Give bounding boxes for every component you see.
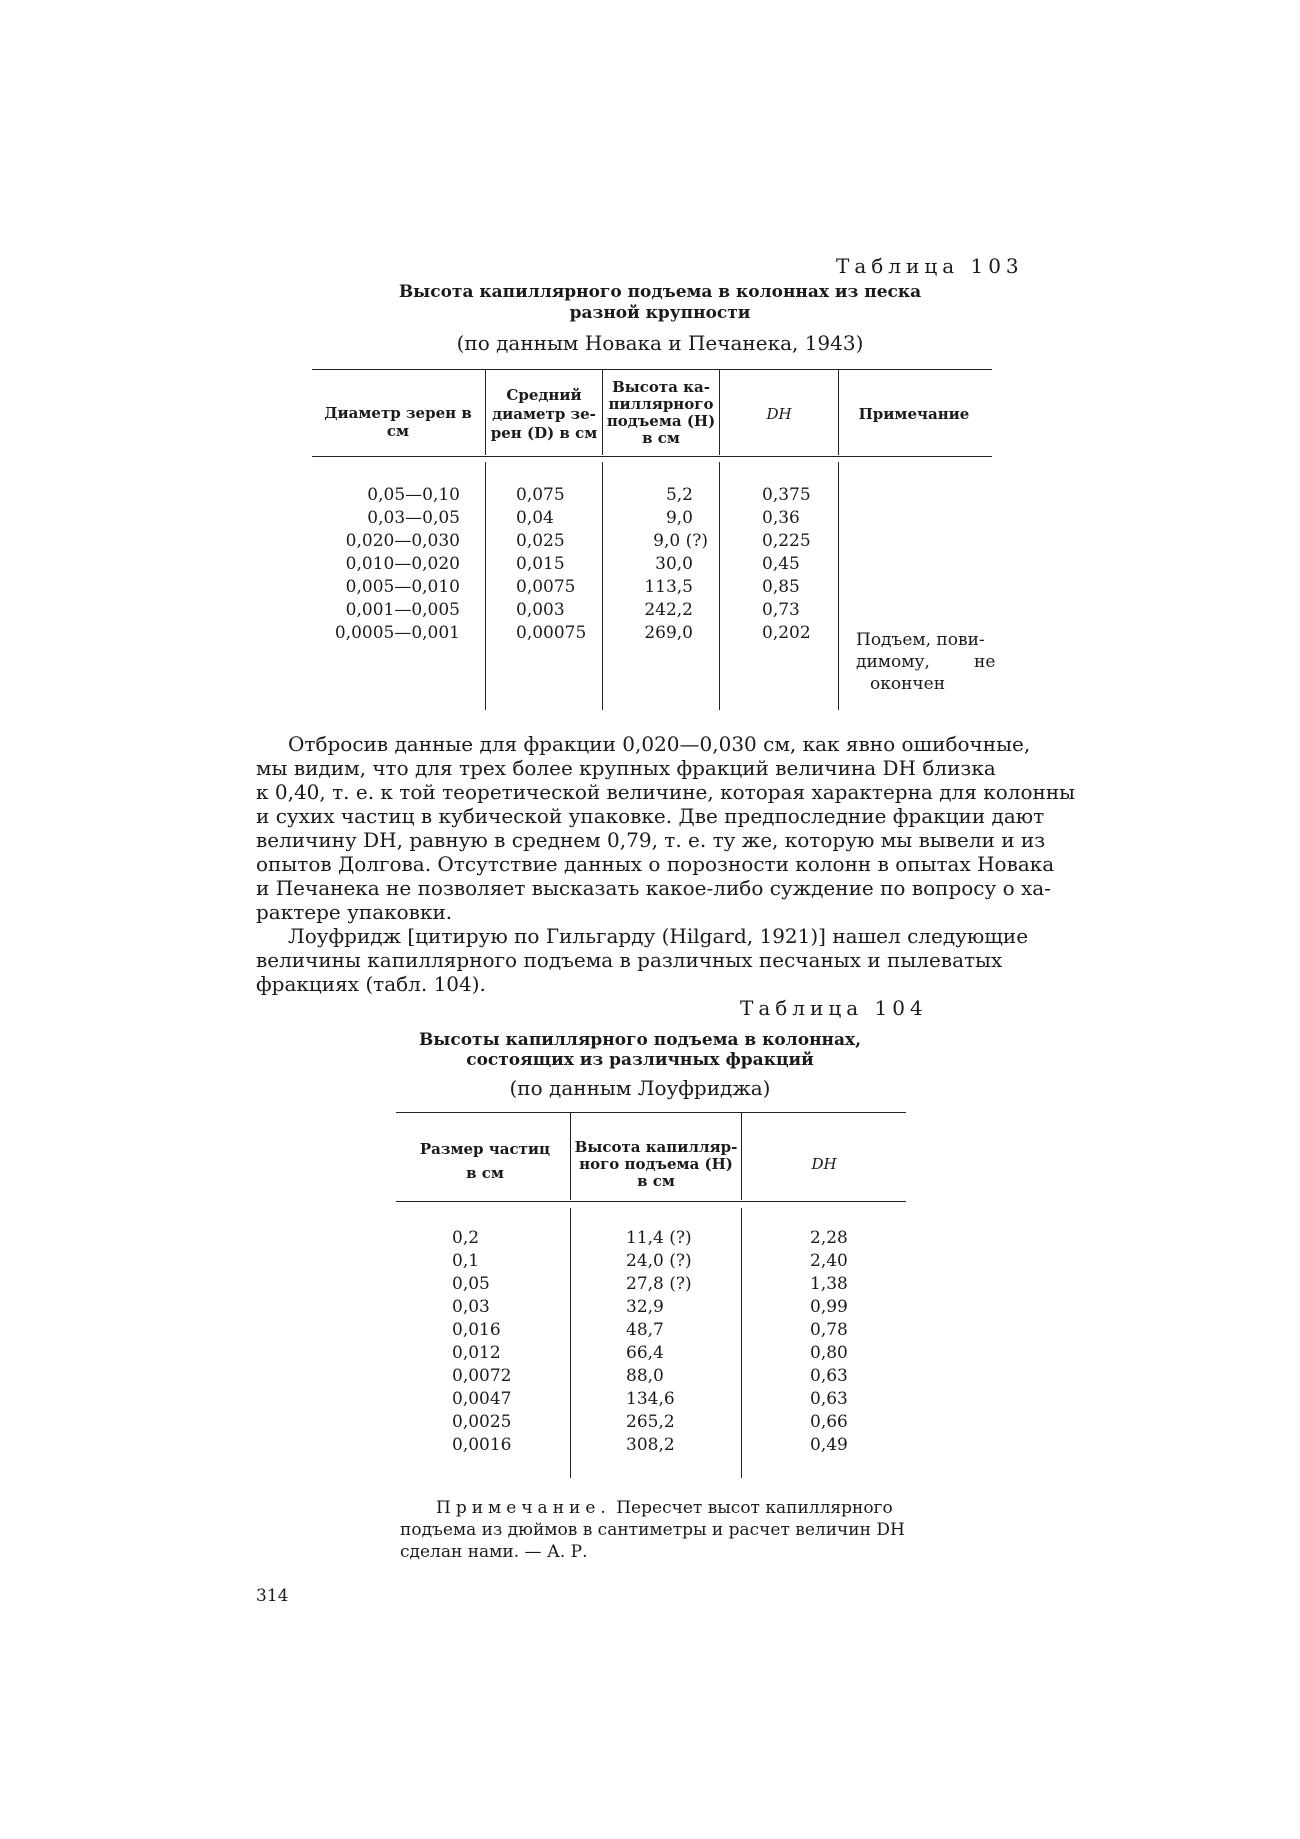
cell-height: 242,2 [644, 600, 693, 620]
cell-dh: 0,63 [810, 1366, 848, 1386]
cell-size: 0,0025 [452, 1412, 512, 1432]
cell-size: 0,03 [452, 1297, 490, 1317]
table-103-note-line3: окончен [870, 674, 946, 694]
cell-size: 0,0047 [452, 1389, 512, 1409]
page-number: 314 [256, 1586, 289, 1606]
cell-diameter-range: 0,03—0,05 [367, 508, 460, 528]
table-104-note-line2: подъема из дюймов в сантиметры и расчет величин DH [400, 1520, 905, 1540]
table-104-header-height-l1: Высота капилляр- [574, 1138, 738, 1156]
paragraph-line: Лоуфридж [цитирую по Гильгарду (Hilgard, 1921)] нашел следующие [288, 924, 1029, 948]
cell-height: 269,0 [644, 623, 693, 643]
cell-dh: 0,375 [762, 485, 811, 505]
cell-diameter-range: 0,001—0,005 [345, 600, 460, 620]
table-103-label: Таблица 103 [836, 254, 1024, 278]
cell-diameter-range: 0,005—0,010 [345, 577, 460, 597]
paragraph-2 [256, 924, 1029, 996]
paragraph-line: величину DH, равную в среднем 0,79, т. е. ту же, которую мы вывели и из [256, 828, 1046, 852]
paragraph-line: рактере упаковки. [256, 900, 453, 924]
table-104-source: (по данным Лоуфриджа) [509, 1076, 771, 1100]
paragraph-line: фракциях (табл. 104). [256, 972, 486, 996]
table-103-divider [719, 462, 720, 710]
cell-height: 113,5 [644, 577, 693, 597]
table-103-header-height-l3: подъема (H) [606, 412, 716, 430]
cell-size: 0,0072 [452, 1366, 512, 1386]
paragraph-line: к 0,40, т. е. к той теоретической величине, которая характерна для колонны [256, 780, 1076, 804]
cell-dh: 0,78 [810, 1320, 848, 1340]
cell-mean-diameter: 0,025 [516, 531, 565, 551]
cell-mean-diameter: 0,003 [516, 600, 565, 620]
cell-mean-diameter: 0,04 [516, 508, 554, 528]
table-103-header-mean-diameter-l1: Средний [506, 386, 582, 404]
paragraph-1 [256, 732, 1076, 924]
cell-size: 0,016 [452, 1320, 501, 1340]
cell-diameter-range: 0,05—0,10 [367, 485, 460, 505]
cell-dh: 0,73 [762, 600, 800, 620]
cell-size: 0,2 [452, 1228, 480, 1248]
table-104-divider [741, 1208, 742, 1478]
cell-dh: 2,28 [810, 1228, 848, 1248]
cell-dh: 0,85 [762, 577, 800, 597]
cell-dh: 1,38 [810, 1274, 848, 1294]
cell-size: 0,05 [452, 1274, 490, 1294]
table-104-label: Таблица 104 [740, 996, 928, 1020]
table-103-note-line2b: не [974, 652, 996, 672]
cell-dh: 0,80 [810, 1343, 848, 1363]
table-103-title-line1: Высота капиллярного подъема в колоннах из песка [398, 282, 922, 302]
table-103-header-rule [312, 456, 992, 457]
cell-height: 11,4 (?) [626, 1228, 692, 1248]
table-103-header-height-l1: Высота ка- [612, 378, 710, 396]
table-103-header-note: Примечание [858, 405, 970, 423]
table-103-top-rule [312, 369, 992, 370]
table-104-divider [570, 1208, 571, 1478]
table-103-title-line2: разной крупности [569, 303, 751, 323]
cell-mean-diameter: 0,015 [516, 554, 565, 574]
paragraph-line: опытов Долгова. Отсутствие данных о порозности колонн в опытах Новака [256, 852, 1055, 876]
cell-height: 32,9 [626, 1297, 664, 1317]
cell-height: 134,6 [626, 1389, 675, 1409]
cell-dh: 0,49 [810, 1435, 848, 1455]
cell-height: 88,0 [626, 1366, 664, 1386]
cell-dh: 0,66 [810, 1412, 848, 1432]
table-104-title-line1: Высоты капиллярного подъема в колоннах, [418, 1030, 862, 1050]
table-104-header-dh: DH [811, 1155, 837, 1173]
table-104-note-label: Примечание. [436, 1498, 611, 1518]
cell-size: 0,012 [452, 1343, 501, 1363]
cell-height: 265,2 [626, 1412, 675, 1432]
paragraph-line: мы видим, что для трех более крупных фракций величина DH близка [256, 756, 996, 780]
cell-height: 24,0 (?) [626, 1251, 692, 1271]
cell-dh: 0,63 [810, 1389, 848, 1409]
table-104-note [436, 1498, 893, 1518]
table-104-top-rule [396, 1112, 906, 1113]
cell-height: 9,0 [665, 508, 693, 528]
paragraph-line: величины капиллярного подъема в различных песчаных и пылеватых [256, 948, 1003, 972]
table-103-divider [485, 462, 486, 710]
table-104-header-height-l2: ного подъема (H) [579, 1155, 733, 1173]
cell-dh: 0,225 [762, 531, 811, 551]
cell-dh: 0,45 [762, 554, 800, 574]
cell-size: 0,0016 [452, 1435, 512, 1455]
cell-mean-diameter: 0,00075 [516, 623, 587, 643]
table-103-header-mean-diameter-l3: рен (D) в см [490, 424, 598, 442]
cell-diameter-range: 0,0005—0,001 [334, 623, 460, 643]
cell-height: 5,2 [665, 485, 693, 505]
table-103-note-line1: Подъем, пови- [856, 630, 985, 650]
table-103-header-height-l4: в см [642, 429, 680, 447]
table-103-header-dh: DH [766, 405, 792, 423]
cell-height: 308,2 [626, 1435, 675, 1455]
table-104-note-line3: сделан нами. — А. Р. [400, 1542, 588, 1562]
table-103-header-diameter-range: Диаметр зерен в см [324, 404, 472, 440]
table-103-divider [838, 462, 839, 710]
table-104-header-height-l3: в см [637, 1172, 675, 1190]
table-104-header-rule [396, 1201, 906, 1202]
table-104-header-size-l1: Размер частиц [419, 1140, 551, 1158]
cell-mean-diameter: 0,0075 [516, 577, 576, 597]
cell-dh: 0,202 [762, 623, 811, 643]
cell-diameter-range: 0,010—0,020 [345, 554, 460, 574]
table-103-note-line2a: димому, [856, 652, 930, 672]
cell-height: 27,8 (?) [626, 1274, 692, 1294]
table-103-header-mean-diameter-l2: диаметр зе- [492, 405, 596, 423]
paragraph-line: и сухих частиц в кубической упаковке. Две предпоследние фракции дают [256, 804, 1045, 828]
paragraph-line: и Печанека не позволяет высказать какое-либо суждение по вопросу о ха- [256, 876, 1051, 900]
cell-dh: 0,99 [810, 1297, 848, 1317]
paragraph-line: Отбросив данные для фракции 0,020—0,030 см, как явно ошибочные, [288, 732, 1031, 756]
cell-size: 0,1 [452, 1251, 480, 1271]
table-104-header-size-l2: в см [466, 1164, 504, 1182]
cell-mean-diameter: 0,075 [516, 485, 565, 505]
cell-dh: 0,36 [762, 508, 800, 528]
cell-height: 66,4 [626, 1343, 664, 1363]
cell-height: 9,0 (?) [653, 531, 708, 551]
table-104-note-line1: Пересчет высот капиллярного [616, 1498, 893, 1518]
cell-diameter-range: 0,020—0,030 [345, 531, 460, 551]
cell-dh: 2,40 [810, 1251, 848, 1271]
table-103-header-height-l2: пиллярного [608, 395, 714, 413]
cell-height: 48,7 [626, 1320, 664, 1340]
cell-height: 30,0 [655, 554, 693, 574]
table-104-title-line2: состоящих из различных фракций [466, 1050, 814, 1070]
table-103-source: (по данным Новака и Печанека, 1943) [456, 331, 864, 355]
